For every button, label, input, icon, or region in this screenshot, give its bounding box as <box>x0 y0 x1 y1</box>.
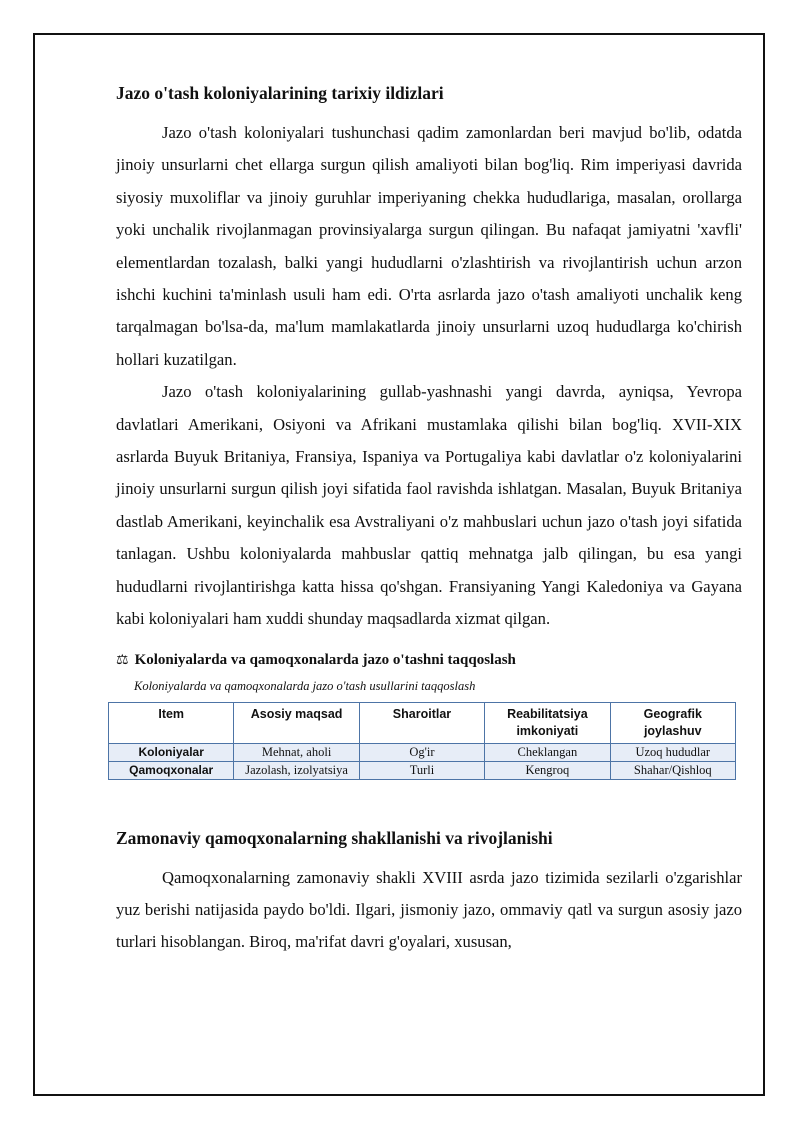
table-cell: Turli <box>359 761 484 779</box>
table-cell: Kengroq <box>485 761 610 779</box>
paragraph-2: Jazo o'tash koloniyalarining gullab-yashnashi yangi davrda, ayniqsa, Yevropa davlatlari Amerikani, Osiyoni va Afrikani mustamlaka qilishi bilan bog'liq. XVII-XIX asrlarda Buyuk Britaniya, Fransiya, Ispaniya va Portugaliya kabi davlatlar o'z koloniyalarini jinoiy unsurlarni surgun qilish joyi sifatida faol ravishda ishlatgan. Masalan, Buyuk Britaniya dastlab Amerikani, keyinchalik esa Avstraliyani o'z mahbuslari uchun jazo o'tash joyi sifatida tanlagan. Ushbu koloniyalarda mahbuslar qattiq mehnatga jalb qilingan, bu esa yangi hududlarni rivojlantirishga katta hissa qo'shgan. Fransiyaning Yangi Kaledoniya va Gayana kabi koloniyalari ham xuddi shunday maqsadlarda xizmat qilgan. <box>116 382 742 629</box>
table-header-cell: Sharoitlar <box>359 702 484 743</box>
table-row <box>109 761 736 779</box>
document-body <box>116 82 742 959</box>
table-cell: Cheklangan <box>485 743 610 761</box>
paragraph-3: Qamoqxonalarning zamonaviy shakli XVIII asrda jazo tizimida sezilarli o'zgarishlar yuz berishi natijasida paydo bo'ldi. Ilgari, jismoniy jazo, ommaviy qatl va surgun asosiy jazo turlari hisoblangan. Biroq, ma'rifat davri g'oyalari, xususan, <box>116 867 742 952</box>
table-header-cell: Asosiy maqsad <box>234 702 359 743</box>
comparison-table <box>108 702 736 780</box>
section-heading-history: Jazo o'tash koloniyalarining tarixiy ildizlari <box>116 83 444 103</box>
table-row-label: Qamoqxonalar <box>109 761 234 779</box>
table-caption <box>116 652 742 669</box>
scales-icon: ⚖ <box>116 652 129 668</box>
table-header-cell: Reabilitatsiya imkoniyati <box>485 702 610 743</box>
table-cell: Jazolash, izolyatsiya <box>234 761 359 779</box>
table-caption-text: Koloniyalarda va qamoqxonalarda jazo o'tashni taqqoslash <box>134 651 516 668</box>
paragraph-1: Jazo o'tash koloniyalari tushunchasi qadim zamonlardan beri mavjud bo'lib, odatda jinoiy unsurlarni chet ellarga surgun qilish amaliyoti bilan bog'liq. Rim imperiyasi davrida siyosiy muxoliflar va jinoiy guruhlar imperiyaning chekka hududlariga, masalan, orollarga yoki unchalik rivojlanmagan provinsiyalarga surgun qilingan. Bu nafaqat jamiyatni 'xavfli' elementlardan tozalash, balki yangi hududlarni o'zlashtirish va rivojlantirish uchun arzon ishchi kuchini ta'minlash usuli ham edi. O'rta asrlarda jazo o'tash amaliyoti unchalik keng tarqalmagan bo'lsa-da, ma'lum mamlakatlarda jinoiy unsurlarni uzoq hududlarga ko'chirish hollari kuzatilgan. <box>116 123 742 369</box>
table-header-row <box>109 702 736 743</box>
table-row <box>109 743 736 761</box>
table-cell: Og'ir <box>359 743 484 761</box>
table-header-cell: Geografik joylashuv <box>610 702 735 743</box>
table-cell: Shahar/Qishloq <box>610 761 735 779</box>
table-header-cell: Item <box>109 702 234 743</box>
table-subcaption: Koloniyalarda va qamoqxonalarda jazo o'tash usullarini taqqoslash <box>134 678 476 693</box>
section-heading-modern-prisons: Zamonaviy qamoqxonalarning shakllanishi va rivojlanishi <box>116 827 553 848</box>
table-row-label: Koloniyalar <box>109 743 234 761</box>
table-cell: Mehnat, aholi <box>234 743 359 761</box>
table-cell: Uzoq hududlar <box>610 743 735 761</box>
